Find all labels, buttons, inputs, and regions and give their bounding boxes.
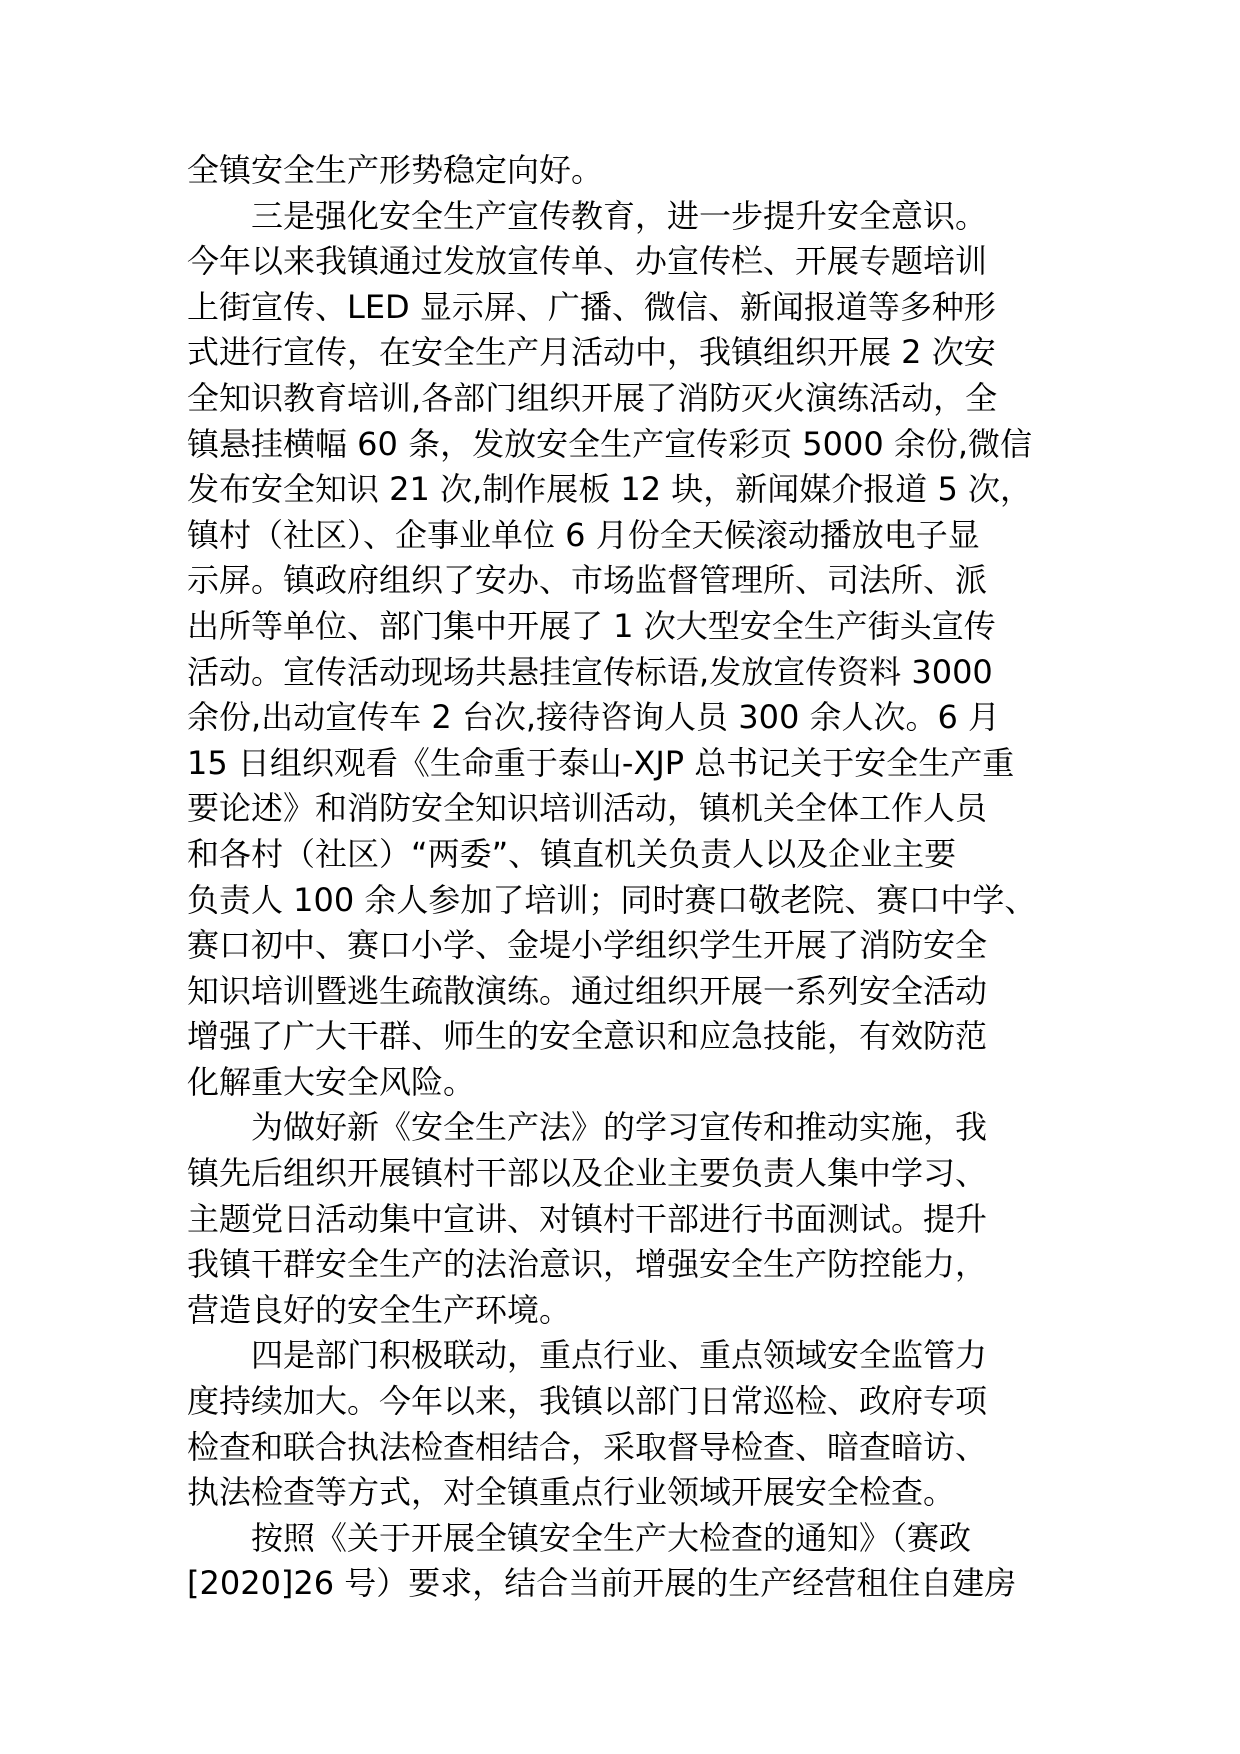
text-line: 度持续加大。今年以来，我镇以部门日常巡检、政府专项 — [187, 1382, 988, 1421]
text-line: 发布安全知识 21 次,制作展板 12 块，新闻媒介报道 5 次， — [187, 470, 1033, 509]
text-line: 镇村（社区）、企事业单位 6 月份全天候滚动播放电子显 — [187, 515, 980, 554]
text-line: 赛口初中、赛口小学、金堤小学组织学生开展了消防安全 — [187, 926, 988, 965]
text-line: 出所等单位、部门集中开展了 1 次大型安全生产街头宣传 — [187, 606, 996, 645]
text-line: 和各村（社区）“两委”、镇直机关负责人以及企业主要 — [187, 834, 957, 873]
text-line: 增强了广大干群、师生的安全意识和应急技能，有效防范 — [187, 1017, 988, 1056]
text-line: 负责人 100 余人参加了培训；同时赛口敬老院、赛口中学、 — [187, 880, 1037, 919]
text-line: 知识培训暨逃生疏散演练。通过组织开展一系列安全活动 — [187, 971, 988, 1010]
text-line: 营造良好的安全生产环境。 — [187, 1290, 572, 1329]
text-line: 化解重大安全风险。 — [187, 1062, 476, 1101]
text-line: 全镇安全生产形势稳定向好。 — [187, 151, 604, 189]
text-line: 上街宣传、LED 显示屏、广播、微信、新闻报道等多种形 — [187, 287, 996, 326]
text-line: 式进行宣传，在安全生产月活动中，我镇组织开展 2 次安 — [187, 333, 996, 372]
text-line: 活动。宣传活动现场共悬挂宣传标语,发放宣传资料 3000 — [187, 652, 993, 691]
text-line: 镇先后组织开展镇村干部以及企业主要负责人集中学习、 — [187, 1154, 988, 1193]
text-line: 余份,出动宣传车 2 台次,接待咨询人员 300 余人次。6 月 — [187, 698, 1001, 737]
text-line: 今年以来我镇通过发放宣传单、办宣传栏、开展专题培训 — [187, 242, 988, 281]
text-line: 按照《关于开展全镇安全生产大检查的通知》（赛政 — [251, 1518, 972, 1557]
text-line: 为做好新《安全生产法》的学习宣传和推动实施，我 — [251, 1108, 988, 1147]
text-line: 15 日组织观看《生命重于泰山-XJP 总书记关于安全生产重 — [187, 743, 1015, 782]
text-line: 三是强化安全生产宣传教育，进一步提升安全意识。 — [251, 196, 988, 235]
text-line: 我镇干群安全生产的法治意识，增强安全生产防控能力， — [187, 1245, 988, 1284]
text-line: 执法检查等方式，对全镇重点行业领域开展安全检查。 — [187, 1473, 956, 1512]
text-line: 检查和联合执法检查相结合，采取督导检查、暗查暗访、 — [187, 1427, 988, 1466]
text-line: 全知识教育培训,各部门组织开展了消防灭火演练活动，全 — [187, 378, 998, 417]
text-line: 要论述》和消防安全知识培训活动，镇机关全体工作人员 — [187, 789, 988, 828]
text-line: [2020]26 号）要求，结合当前开展的生产经营租住自建房 — [187, 1564, 1017, 1603]
text-line: 示屏。镇政府组织了安办、市场监督管理所、司法所、派 — [187, 561, 988, 600]
text-line: 四是部门积极联动，重点行业、重点领域安全监管力 — [251, 1336, 988, 1375]
body-text — [187, 148, 1087, 1607]
text-line: 镇悬挂横幅 60 条，发放安全生产宣传彩页 5000 余份,微信 — [187, 424, 1033, 463]
text-line: 主题党日活动集中宣讲、对镇村干部进行书面测试。提升 — [187, 1199, 988, 1238]
